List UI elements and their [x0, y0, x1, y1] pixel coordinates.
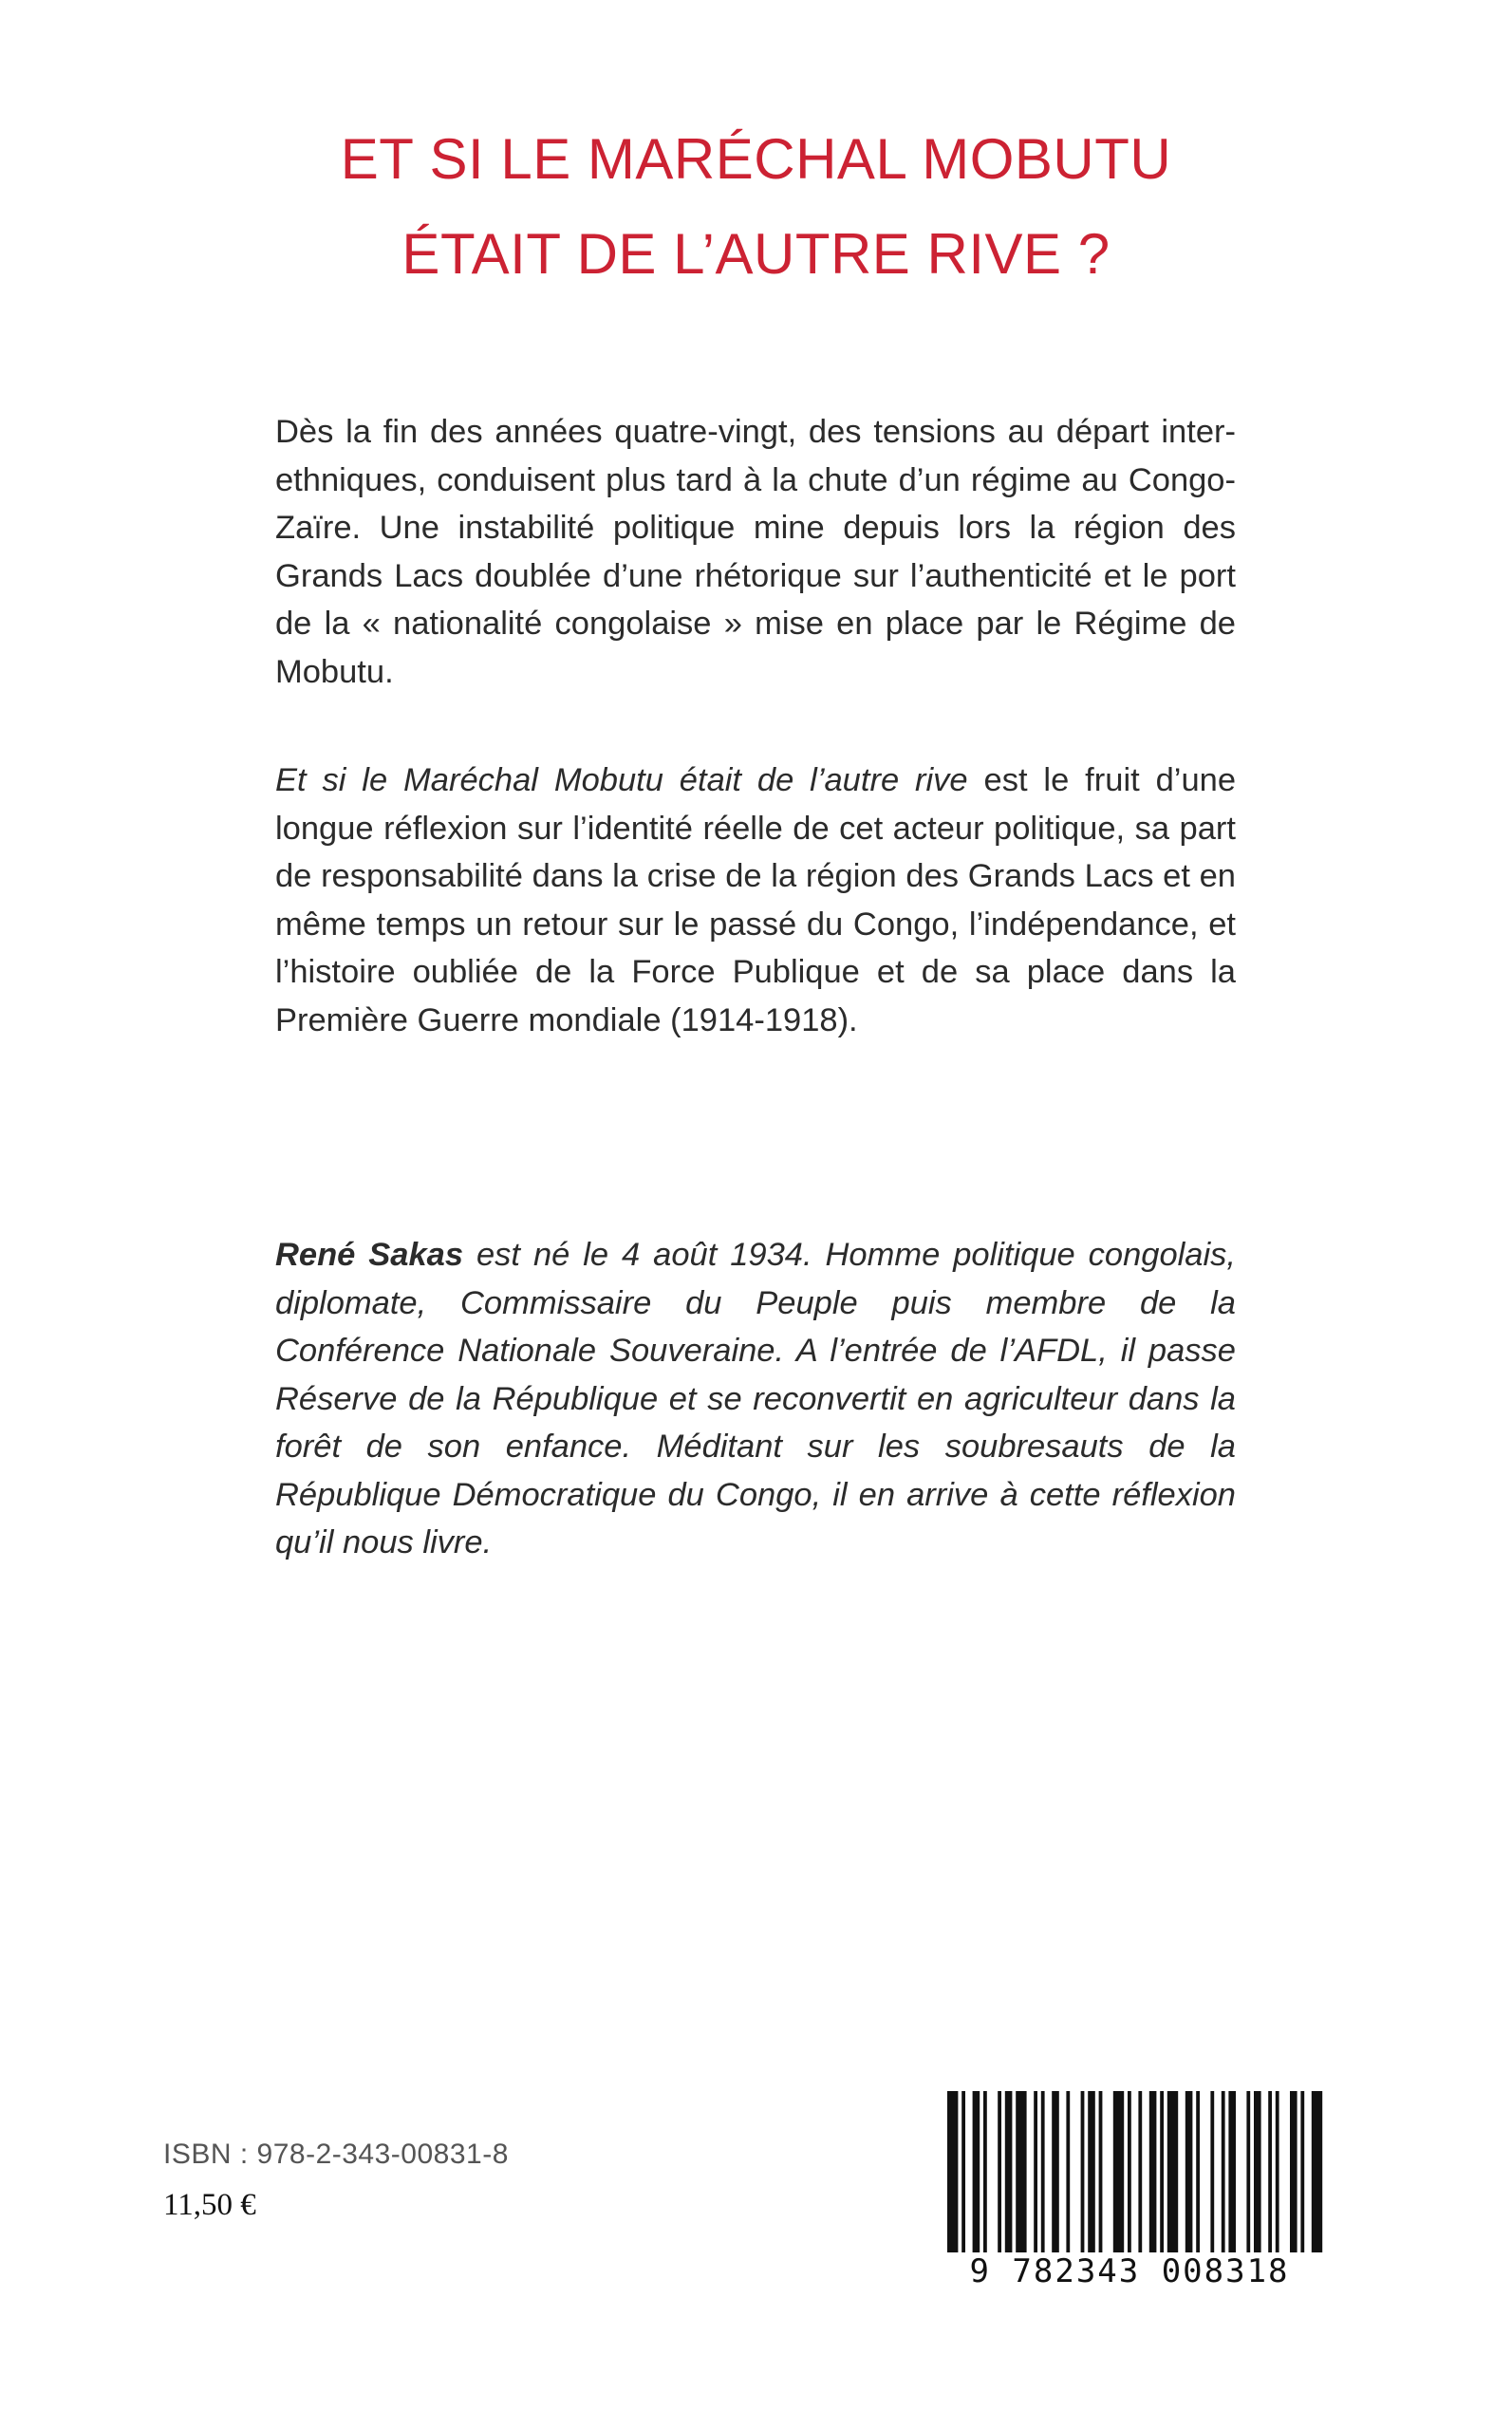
barcode-bar — [1099, 2091, 1103, 2257]
barcode-bar — [1222, 2091, 1225, 2257]
description-paragraph — [275, 757, 1236, 1044]
barcode-bar — [1016, 2091, 1026, 2257]
barcode-bar — [1041, 2091, 1045, 2257]
barcode-bar — [1088, 2091, 1095, 2257]
title-line-2: ÉTAIT DE L’AUTRE RIVE ? — [401, 222, 1111, 286]
barcode-bar — [961, 2091, 965, 2257]
book-title-italic: Et si le Maréchal Mobutu était de l’autre rive — [275, 762, 968, 798]
barcode-bar — [1196, 2091, 1200, 2257]
barcode-bar — [1005, 2091, 1013, 2257]
barcode-bar — [983, 2091, 987, 2257]
barcode-bar — [1138, 2091, 1142, 2257]
barcode-bar — [947, 2091, 958, 2257]
author-bio — [275, 1231, 1236, 1567]
barcode-bars-icon — [930, 2091, 1329, 2257]
barcode-bar — [1185, 2091, 1193, 2257]
description-text: est le fruit d’une longue réflexion sur l’identité réelle de cet acteur politique, sa part de responsabilité dans la crise de la région des Grands Lacs et en même temps un retour sur le passé du Congo, l’indépendance, et l’histoire oubliée de la Force Publique et de sa place dans la Première Guerre mondiale (1914-1918). — [275, 762, 1236, 1038]
summary-paragraph: Dès la fin des années quatre-vingt, des tensions au départ inter-ethniques, conduisent plus tard à la chute d’un régime au Congo-Zaïre. Une instabilité politique mine depuis lors la région des Grands Lacs doublée d’une rhétorique sur l’authenticité et le port de la « nationalité congolaise » mise en place par le Régime de Mobutu. — [275, 414, 1236, 690]
barcode-bar — [1276, 2091, 1279, 2257]
barcode-bar — [1312, 2091, 1322, 2257]
barcode-bar — [1160, 2091, 1164, 2257]
barcode-bar — [1052, 2091, 1059, 2257]
barcode-bar — [1128, 2091, 1131, 2257]
barcode-bar — [1081, 2091, 1085, 2257]
barcode-bar — [1167, 2091, 1178, 2257]
barcode-bar — [998, 2091, 1001, 2257]
title-line-1: ET SI LE MARÉCHAL MOBUTU — [340, 127, 1172, 191]
barcode-bar — [1066, 2091, 1070, 2257]
barcode — [930, 2091, 1329, 2290]
barcode-bar — [973, 2091, 980, 2257]
book-title — [0, 112, 1512, 302]
barcode-bar — [1254, 2091, 1261, 2257]
author-name: René Sakas — [275, 1237, 464, 1273]
barcode-bar — [1290, 2091, 1297, 2257]
barcode-bar — [1228, 2091, 1236, 2257]
barcode-bar — [1034, 2091, 1037, 2257]
price: 11,50 € — [163, 2188, 256, 2222]
barcode-bar — [1210, 2091, 1214, 2257]
barcode-digits: 9 782343 008318 — [930, 2252, 1329, 2294]
barcode-bar — [1300, 2091, 1304, 2257]
barcode-bar — [1113, 2091, 1124, 2257]
barcode-bar — [1246, 2091, 1250, 2257]
author-bio-text: est né le 4 août 1934. Homme politique congolais, diplomate, Commissaire du Peuple puis membre de la Conférence Nationale Souveraine. A l’entrée de l’AFDL, il passe Réserve de la République et se reconvertit en agriculteur dans la forêt de son enfance. Méditant sur les soubresauts de la République Démocratique du Congo, il en arrive à cette réflexion qu’il nous livre. — [275, 1237, 1236, 1560]
barcode-bar — [1149, 2091, 1157, 2257]
isbn: ISBN : 978-2-343-00831-8 — [163, 2139, 509, 2170]
barcode-bar — [1268, 2091, 1272, 2257]
